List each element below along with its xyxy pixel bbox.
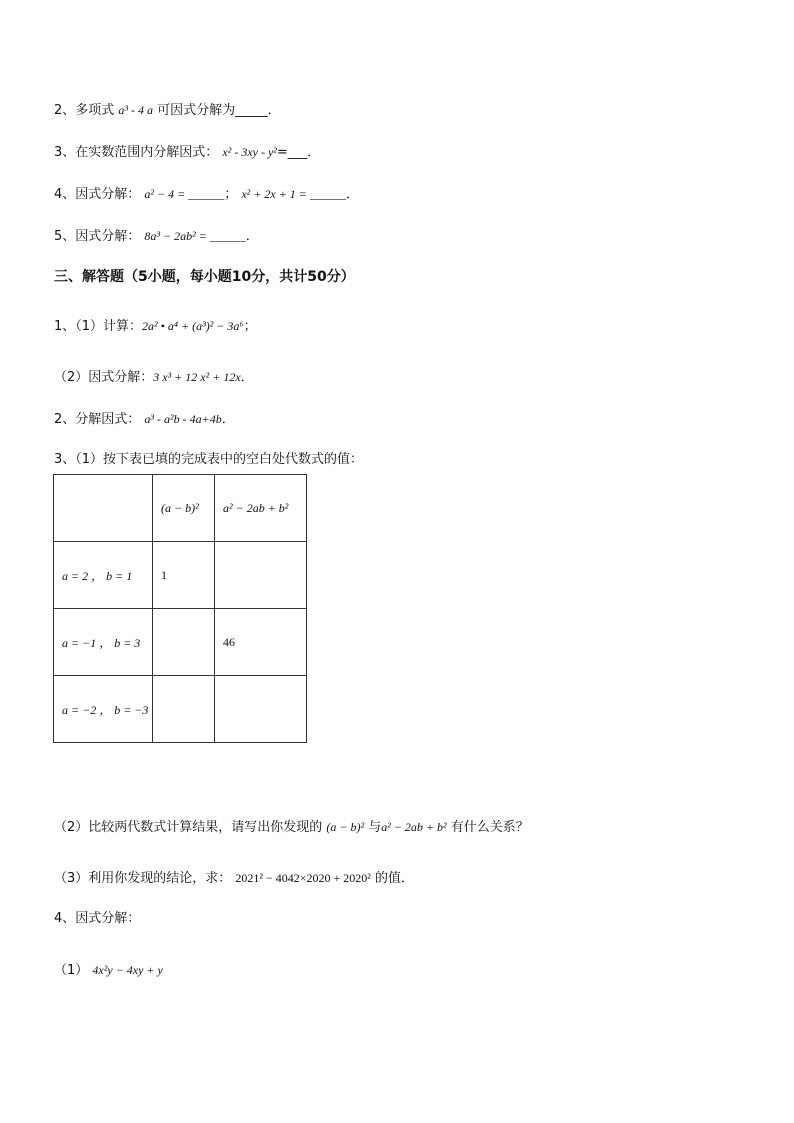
question-2-fill [54,101,281,120]
table-row [54,542,307,609]
row-cell-square [153,609,215,676]
row-cell-expanded [215,542,307,609]
p3b-prefix: （2）比较两代数式计算结果，请写出你发现的 [54,820,327,835]
problem-3-part-2 [54,818,529,837]
p3c-prefix: （3）利用你发现的结论，求： [54,871,236,886]
q5-expression: 8a³ − 2ab² = ______ [144,229,246,243]
table-header-empty [54,475,153,542]
p4a-prefix: （1） [54,963,93,978]
q5-tail: ． [245,229,259,244]
row-cell-square: 1 [153,542,215,609]
row-cell-expanded: 46 [215,609,307,676]
row-cell-expanded [215,676,307,743]
p2-tail: ． [221,412,235,427]
row-cell-square [153,676,215,743]
q4-expression-2: x² + 2x + 1 = ______ [241,187,346,201]
question-5-fill [54,227,259,246]
p2-expression: a³ - a²b - 4a+4b [144,412,222,426]
question-4-fill [54,185,359,204]
p3c-expression: 2021² − 4042×2020 + 2020² [235,871,371,885]
p4a-expression: 4x²y − 4xy + y [92,963,163,977]
p1a-tail: ； [243,319,257,334]
row-label: a = −1 ， b = 3 [54,609,153,676]
problem-4-part-1 [54,961,163,980]
q3-tail: =___． [276,145,321,160]
q4-tail: ． [345,187,359,202]
q3-prefix: 3、在实数范围内分解因式： [54,145,223,160]
problem-3-part-3 [54,869,414,888]
q5-prefix: 5、因式分解： [54,229,145,244]
p2-prefix: 2、分解因式： [54,412,145,427]
p1b-prefix: （2）因式分解： [54,370,154,385]
row-label: a = −2 ， b = −3 [54,676,153,743]
table-header-row [54,475,307,542]
q3-expression: x² - 3xy - y² [222,145,277,159]
value-table [53,474,307,743]
problem-4-intro: 4、因式分解： [54,911,141,926]
table-header-expanded: a² − 2ab + b² [215,475,307,542]
p3b-expression-1: (a − b)² [326,820,365,834]
p1a-prefix: 1、（1）计算： [54,319,143,334]
p1a-expression: 2a² • a⁴ + (a³)² − 3a⁶ [142,319,244,333]
p1b-expression: 3 x³ + 12 x² + 12x [153,370,241,384]
row-label: a = 2 ， b = 1 [54,542,153,609]
p3c-tail: 的值． [370,871,415,886]
table-row [54,609,307,676]
question-3-fill [54,143,320,162]
q4-expression-1: a² − 4 = ______ [144,187,225,201]
q2-prefix: 2、多项式 [54,103,119,118]
p3b-tail: 有什么关系？ [446,820,529,835]
problem-2 [54,410,235,429]
q2-tail: 可因式分解为_____． [153,103,281,118]
section-3-heading: 三、解答题（5小题，每小题10分，共计50分） [54,269,355,285]
problem-1-part-1 [54,317,257,336]
q4-separator: ； [224,187,242,202]
problem-3-intro: 3、（1）按下表已填的完成表中的空白处代数式的值： [54,452,364,467]
p3b-mid: 与 [364,820,382,835]
p1b-tail: ． [240,370,254,385]
problem-1-part-2 [54,368,254,387]
p3b-expression-2: a² − 2ab + b² [381,820,447,834]
table-row [54,676,307,743]
table-header-square: (a − b)² [153,475,215,542]
q2-expression: a³ - 4 a [118,103,153,117]
q4-prefix: 4、因式分解： [54,187,145,202]
